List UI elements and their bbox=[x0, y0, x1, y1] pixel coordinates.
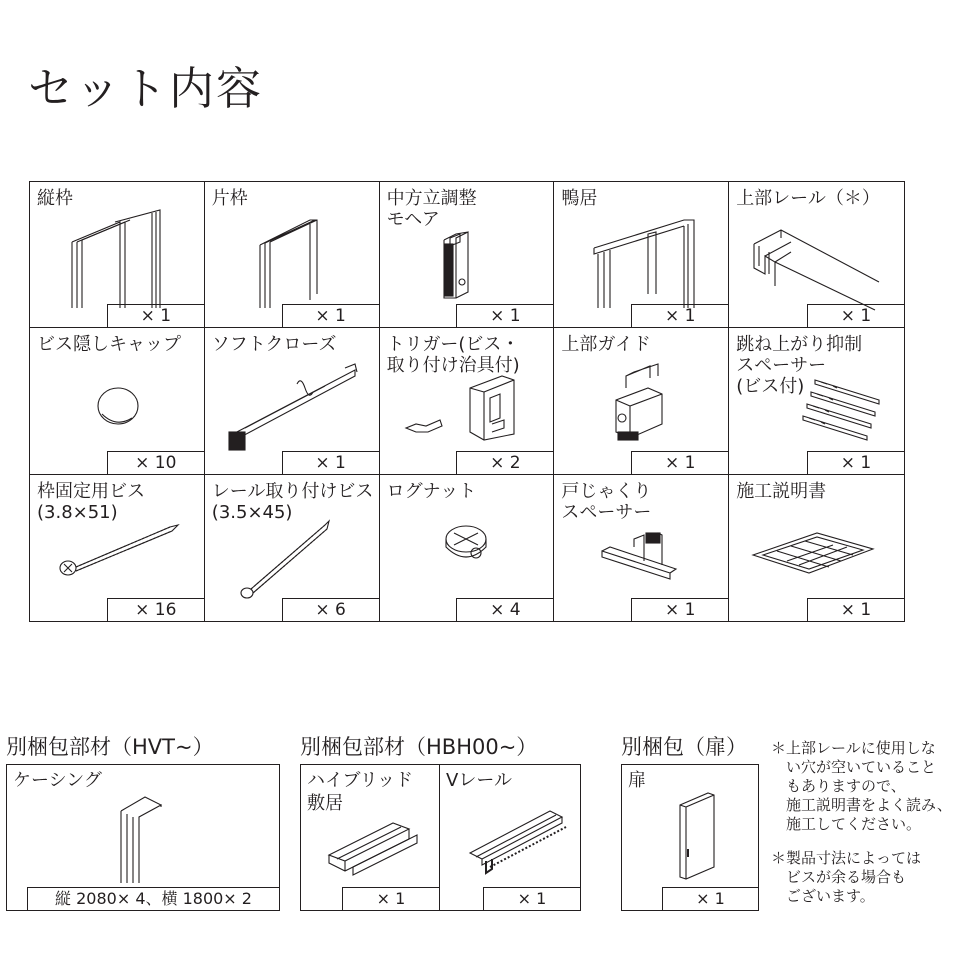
item-cell bbox=[380, 328, 555, 474]
item-qty: × 1 bbox=[631, 451, 728, 474]
box-qty: × 1 bbox=[662, 887, 758, 910]
item-name: 鴨居 bbox=[561, 188, 598, 209]
hybrid-sill-icon bbox=[323, 815, 433, 885]
item-cell bbox=[205, 475, 380, 621]
item-cell bbox=[380, 182, 555, 328]
item-cell bbox=[729, 475, 904, 621]
item-qty: × 10 bbox=[107, 451, 204, 474]
item-cell bbox=[205, 328, 380, 474]
item-qty: × 1 bbox=[282, 304, 379, 327]
item-name: ビス隠しキャップ bbox=[37, 334, 181, 356]
item-name: 施工説明書 bbox=[736, 480, 827, 502]
item-cell bbox=[30, 328, 205, 474]
item-qty: × 1 bbox=[107, 304, 204, 327]
item-name: ログナット bbox=[386, 480, 477, 502]
hybrid-sill-box bbox=[300, 764, 440, 911]
page-title: セット内容 bbox=[28, 62, 264, 115]
item-qty: × 4 bbox=[456, 598, 553, 621]
item-name: トリガー(ビス・ 取り付け治具付) bbox=[386, 334, 520, 377]
item-qty: × 1 bbox=[807, 598, 904, 621]
door-icon bbox=[674, 789, 724, 881]
item-cell bbox=[554, 182, 729, 328]
box-name: 扉 bbox=[628, 770, 646, 791]
item-name: 縦枠 bbox=[37, 188, 73, 209]
item-name: 上部レール（＊） bbox=[736, 188, 880, 209]
item-cell bbox=[729, 182, 904, 328]
v-rail-icon bbox=[462, 801, 572, 881]
casing-icon bbox=[97, 787, 187, 885]
box-qty: × 1 bbox=[342, 887, 439, 910]
v-rail-box bbox=[439, 764, 581, 911]
item-qty: × 1 bbox=[631, 598, 728, 621]
item-cell bbox=[729, 328, 904, 474]
box-name: Vレール bbox=[446, 770, 512, 791]
item-cell bbox=[554, 328, 729, 474]
set-contents-grid bbox=[29, 181, 905, 622]
item-name: 枠固定用ビス (3.8×51) bbox=[37, 480, 145, 523]
casing-box bbox=[6, 764, 280, 911]
box-qty: 縦 2080× 4、横 1800× 2 bbox=[27, 887, 279, 910]
item-name: 片枠 bbox=[211, 188, 248, 209]
item-qty: × 1 bbox=[282, 451, 379, 474]
item-name: ソフトクローズ bbox=[211, 334, 337, 356]
item-name: 跳ね上がり抑制 スペーサー (ビス付) bbox=[736, 334, 863, 398]
door-box bbox=[621, 764, 759, 911]
note-text: ＊上部レールに使用しな い穴が空いていること もありますので、 施工説明書をよく読み、 施工してください。 bbox=[771, 739, 952, 833]
item-qty: × 1 bbox=[807, 451, 904, 474]
item-cell bbox=[30, 182, 205, 328]
box-name: ケーシング bbox=[13, 770, 102, 791]
item-cell bbox=[380, 475, 555, 621]
item-qty: × 16 bbox=[107, 598, 204, 621]
section-title: 別梱包部材（HBH00~） bbox=[300, 735, 538, 759]
item-cell bbox=[554, 475, 729, 621]
section-title: 別梱包（扉） bbox=[621, 735, 747, 759]
item-qty: × 2 bbox=[456, 451, 553, 474]
item-cell bbox=[30, 475, 205, 621]
item-name: 戸じゃくり スペーサー bbox=[561, 480, 652, 523]
item-name: 中方立調整 モヘア bbox=[386, 188, 477, 230]
item-qty: × 1 bbox=[807, 304, 904, 327]
item-qty: × 6 bbox=[282, 598, 379, 621]
box-qty: × 1 bbox=[483, 887, 580, 910]
item-qty: × 1 bbox=[456, 304, 553, 327]
item-name: レール取り付けビス (3.5×45) bbox=[211, 480, 374, 523]
item-cell bbox=[205, 182, 380, 328]
box-name: ハイブリッド 敷居 bbox=[307, 770, 414, 814]
note-text: ＊製品寸法によっては ビスが余る場合も ございます。 bbox=[771, 849, 922, 905]
item-qty: × 1 bbox=[631, 304, 728, 327]
section-title: 別梱包部材（HVT~） bbox=[6, 735, 214, 759]
item-name: 上部ガイド bbox=[561, 334, 651, 356]
